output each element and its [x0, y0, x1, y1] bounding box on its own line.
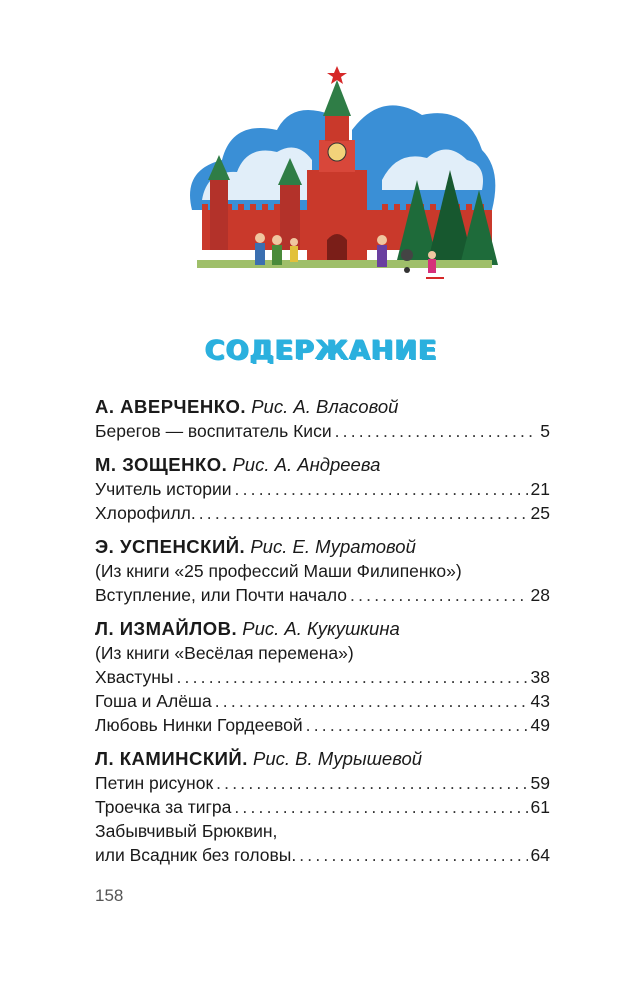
dot-leader	[335, 419, 538, 443]
dot-leader	[299, 843, 527, 867]
page-number: 158	[95, 886, 124, 905]
dot-leader	[216, 771, 527, 795]
entry-title: Любовь Нинки Гордеевой	[95, 715, 303, 735]
ground-icon	[197, 260, 492, 268]
toc-section	[95, 617, 550, 737]
author-line	[95, 747, 550, 771]
entry-page: 61	[530, 797, 550, 817]
entry-title: Хвастуны	[95, 667, 174, 687]
entry-page: 43	[530, 691, 550, 711]
author-line	[95, 617, 550, 641]
entry-page: 38	[530, 667, 550, 687]
dot-leader	[176, 665, 527, 689]
toc-entry[interactable]	[95, 501, 550, 525]
entry-title: Троечка за тигра	[95, 797, 232, 817]
author-line	[95, 395, 550, 419]
entry-page: 21	[530, 479, 550, 499]
dot-leader	[199, 501, 528, 525]
toc-entry[interactable]	[95, 771, 550, 795]
entry-title: или Всадник без головы.	[95, 845, 297, 865]
entry-title: Берегов — воспитатель Киси	[95, 421, 332, 441]
author-name: Э. УСПЕНСКИЙ.	[95, 536, 246, 557]
table-of-contents	[95, 395, 550, 877]
author-line	[95, 535, 550, 559]
toc-entry[interactable]	[95, 583, 550, 607]
illustrator: Рис. В. Мурышевой	[253, 748, 423, 769]
book-source: (Из книги «25 профессий Маши Филипенко»)	[95, 561, 462, 581]
toc-entry[interactable]	[95, 843, 550, 867]
illustrator: Рис. А. Власовой	[251, 396, 399, 417]
toc-title: СОДЕРЖАНИЕ	[205, 335, 438, 366]
entry-title: Петин рисунок	[95, 773, 214, 793]
toc-entry[interactable]	[95, 795, 550, 819]
toc-section	[95, 395, 550, 443]
author-name: Л. ИЗМАЙЛОВ.	[95, 618, 238, 639]
toc-entry[interactable]	[95, 665, 550, 689]
dot-leader	[350, 583, 528, 607]
dot-leader	[235, 477, 528, 501]
entry-title-line1[interactable]: Забывчивый Брюквин,	[95, 821, 278, 841]
entry-title: Учитель истории	[95, 479, 232, 499]
entry-title: Гоша и Алёша	[95, 691, 212, 711]
toc-section	[95, 453, 550, 525]
author-name: А. АВЕРЧЕНКО.	[95, 396, 247, 417]
toc-entry[interactable]	[95, 419, 550, 443]
entry-page: 5	[540, 421, 550, 441]
entry-page: 64	[530, 845, 550, 865]
dot-leader	[234, 795, 527, 819]
toc-section	[95, 535, 550, 607]
entry-page: 49	[530, 715, 550, 735]
author-name: М. ЗОЩЕНКО.	[95, 454, 228, 475]
entry-page: 59	[530, 773, 550, 793]
book-source: (Из книги «Весёлая перемена»)	[95, 643, 354, 663]
author-name: Л. КАМИНСКИЙ.	[95, 748, 248, 769]
dot-leader	[306, 713, 528, 737]
entry-page: 28	[530, 585, 550, 605]
illustrator: Рис. Е. Муратовой	[250, 536, 416, 557]
entry-title: Хлорофилл.	[95, 503, 196, 523]
toc-entry[interactable]	[95, 689, 550, 713]
illustrator: Рис. А. Кукушкина	[242, 618, 400, 639]
toc-entry[interactable]	[95, 477, 550, 501]
author-line	[95, 453, 550, 477]
kremlin-illustration	[182, 60, 502, 300]
toc-entry[interactable]	[95, 713, 550, 737]
toc-section	[95, 747, 550, 867]
entry-page: 25	[530, 503, 550, 523]
illustrator: Рис. А. Андреева	[232, 454, 381, 475]
entry-title: Вступление, или Почти начало	[95, 585, 348, 605]
dot-leader	[215, 689, 528, 713]
